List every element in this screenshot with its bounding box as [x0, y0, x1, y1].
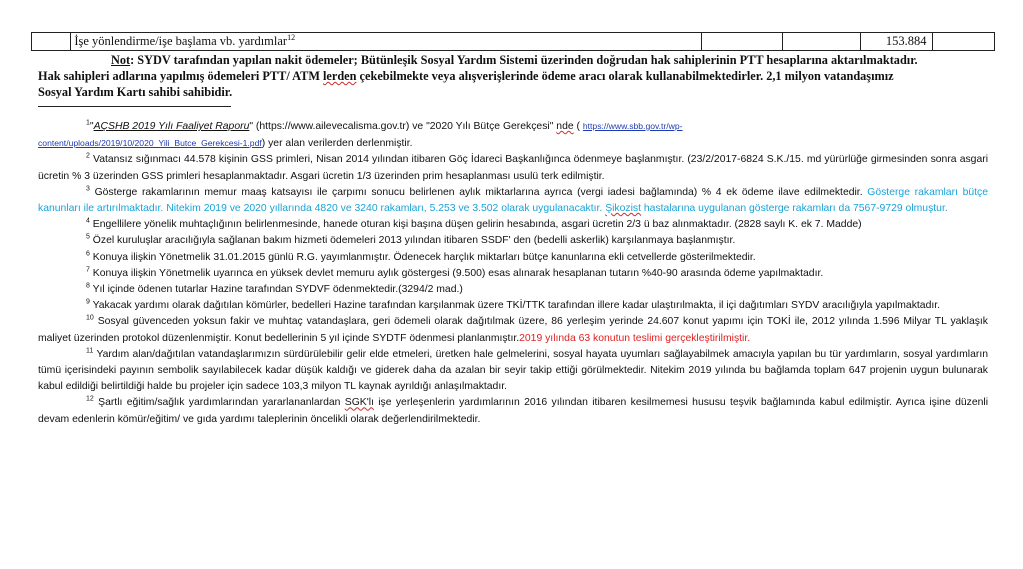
note-line	[38, 68, 988, 84]
footnote-number: 9	[86, 298, 90, 306]
footnote-text: Konuya ilişkin Yönetmelik uyarınca en yüksek devlet memuru aylık göstergesi (9.500) esas alınarak hesaplanan tutarın %40-90 arasında ödeme yapılmaktadır.	[92, 267, 824, 279]
footnote-text: Engellilere yönelik muhtaçlığının belirlenmesinde, hanede oturan kişi başına düşen gelirin hesabında, asgari ücretin 2/3 ü baz alınmaktadır. (2828 saylı K. ek 7. Madde)	[92, 219, 862, 231]
table-cell-empty	[933, 33, 995, 51]
footnote-text: Şartlı eğitim/sağlık yardımlarından yararlananlardan	[98, 397, 345, 409]
footnote-text: Yıl içinde ödenen tutarlar Hazine tarafından SYDVF ödenmektedir.(3294/2 mad.)	[92, 284, 463, 296]
footnote-text: "	[89, 121, 94, 132]
footnote-text: Yardım alan/dağıtılan vatandaşlarımızın sürdürülebilir gelir elde etmeleri, üretken hale gelmelerini, sosyal hayata uyumları sağlayabilmek amacıyla yapılan bu tür yardımların, sosyal yardımların tümü içerisindeki payının sembolik sayılabilecek kadar düşük kaldığı ve giderek daha da azalan bir seyir takip ettiği görülmektedir. Nitekim 2019 yılında bu bağlamda toplam 647 projenin uygun bulunarak kabul edildiği belirtildiği halde bu projeler için sadece 103,3 milyon TL kaynak ayrıldığı anlaşılmaktadır.	[38, 348, 988, 393]
footnote-text-flagged: nde	[556, 121, 574, 132]
footnote-5	[38, 233, 988, 249]
footnote-text: Yakacak yardımı olarak dağıtılan kömürler, bedelleri Hazine tarafından karşılanmak üzere TKİ/TTK tarafından illere kadar ulaştırılmakta, il içi dağıtımları SYDV aracılığıyla yapılmaktadır.	[92, 300, 941, 312]
footnote-7	[38, 266, 988, 282]
footnote-number: 10	[86, 314, 94, 322]
footnote-highlight-flagged: Şikozist	[605, 203, 641, 215]
footnote-number: 4	[86, 217, 90, 225]
note-text: çekebilmekte veya alışverişlerinde ödeme aracı olarak kullanabilmektedirler. 2,1 milyon vatandaşımız	[356, 69, 894, 83]
footnote-highlight: Gösterge rakamları bütçe kanunları ile artırılmaktadır. Nitekim 2019 ve 2020 yıllarında 4820 ve 3240 rakamları, 5.253 ve 3.502 olarak uygulanacaktır.	[38, 186, 989, 215]
footnote-3	[38, 185, 988, 217]
footnote-11	[38, 347, 988, 396]
footnote-number: 11	[86, 347, 94, 355]
footnote-6	[38, 250, 988, 266]
footnote-text: Sosyal güvenceden yoksun fakir ve muhtaç vatandaşlara, geri ödemeli olarak dağıtılmak üzere, 86 yerleşim yerinde 24.607 konut yapımı için TOKİ ile, 2012 yılında 1.596 Milyar TL yaklaşık maliyet üzerinden protokol düzenlenmiştir. Konut bedellerinin 5 yıl içinde SYDTF ödenmesi planlanmıştır.	[38, 316, 988, 344]
note-text: : SYDV tarafından yapılan nakit ödemeler; Bütünleşik Sosyal Yardım Sistemi üzerinden doğrudan hak sahiplerinin PTT hesaplarına aktarılmaktadır.	[130, 53, 918, 67]
footnote-number: 12	[86, 395, 94, 403]
note-prefix: Not	[111, 53, 131, 67]
note-text-flagged: lerden	[323, 69, 357, 83]
summary-table	[31, 32, 995, 51]
table-note	[38, 52, 988, 100]
footnote-highlight-red: 2019 yılında 63 konutun teslimi gerçekleştirilmiştir.	[519, 332, 751, 344]
footnote-text: (	[573, 121, 583, 132]
table-cell-value: 153.884	[860, 33, 933, 51]
footnote-4	[38, 217, 988, 233]
footnote-number: 2	[86, 152, 90, 160]
footnote-12	[38, 395, 988, 427]
budget-link-continued[interactable]: content/uploads/2019/10/2020_Yili_Butce_Gerekcesi-1.pdf	[38, 138, 262, 149]
footnote-text: Vatansız sığınmacı 44.578 kişinin GSS primleri, Nisan 2014 yılından itibaren Göç İdareci Başkanlığınca ödenmeye başlanmıştır. (23/2/2017-6824 S.K./15. md yürürlüğe girmesinden sonra asgari ücretin % 3 üzerinden GSS primleri hesaplanmaktadır. Asgari ücretin 1/3 üzerinden prim hesaplanması usulü terk edilmiştir.	[38, 154, 988, 182]
table-cell-empty	[701, 33, 783, 51]
table-cell-label	[71, 33, 701, 51]
footnote-number: 1	[86, 119, 90, 127]
footnote-number: 3	[86, 185, 90, 193]
footnote-number: 8	[86, 282, 90, 290]
row-label-footnote-ref: 12	[287, 32, 296, 42]
footnote-number: 6	[86, 250, 90, 258]
footnote-text-flagged: SGK'lı	[344, 397, 374, 409]
footnote-number: 7	[86, 266, 90, 274]
footnote-text: " (https://www.ailevecalisma.gov.tr) ve "2020 Yılı Bütçe Gerekçesi"	[249, 121, 557, 132]
footnote-text: Gösterge rakamlarının memur maaş katsayısı ile çarpımı sonucu belirlenen aylık miktarlarına ayrıca (vergi iadesi bağlamında) % 4 ek ödeme ilave edilmektedir.	[94, 186, 863, 198]
footnote-2	[38, 152, 988, 184]
note-text: Hak sahipleri adlarına yapılmış ödemeleri PTT/ ATM	[38, 69, 324, 83]
footnote-highlight: hastalarına uygulanan gösterge rakamları da 7567-9729 olmuştur.	[641, 203, 948, 215]
budget-link[interactable]: https://www.sbb.gov.tr/wp-	[582, 121, 683, 131]
note-line	[38, 52, 988, 68]
footnote-9	[38, 298, 988, 314]
report-title: AÇSHB 2019 Yılı Faaliyet Raporu	[93, 121, 250, 132]
footnote-1	[38, 118, 988, 152]
footnote-text: işe yerleşenlerin yardımlarının 2016 yılından itibaren kesilmemesi hususu teşvik bağlamında kabul edilmiştir. Ayrıca işine düzenli devam edenlerin kömür/eğitim/ ve gıda yardımı taleplerinin öncelikli olarak değerlendirilmektedir.	[38, 397, 988, 425]
note-line	[38, 84, 988, 100]
table-row	[32, 33, 995, 51]
table-cell-empty	[32, 33, 71, 51]
footnote-separator	[38, 106, 231, 107]
footnote-text: Konuya ilişkin Yönetmelik 31.01.2015 günlü R.G. yayımlanmıştır. Ödenecek harçlık miktarları bütçe kanunlarına ekli cetvellerde gösterilmektedir.	[92, 251, 756, 263]
footnote-8	[38, 282, 988, 298]
footnote-10	[38, 314, 988, 346]
footnote-text: Özel kuruluşlar aracılığıyla sağlanan bakım hizmeti ödemeleri 2013 yılından itibaren SSDF' den (bedelli askerlik) karşılanmaya başlanmıştır.	[92, 235, 736, 247]
footnote-text: ) yer alan verilerden derlenmiştir.	[261, 138, 413, 150]
table-cell-empty	[783, 33, 861, 51]
footnotes	[38, 118, 988, 428]
footnote-number: 5	[86, 233, 90, 241]
row-label: İşe yönlendirme/işe başlama vb. yardımlar	[74, 34, 288, 48]
note-text: Sosyal Yardım Kartı sahibi sahibidir.	[38, 85, 233, 99]
